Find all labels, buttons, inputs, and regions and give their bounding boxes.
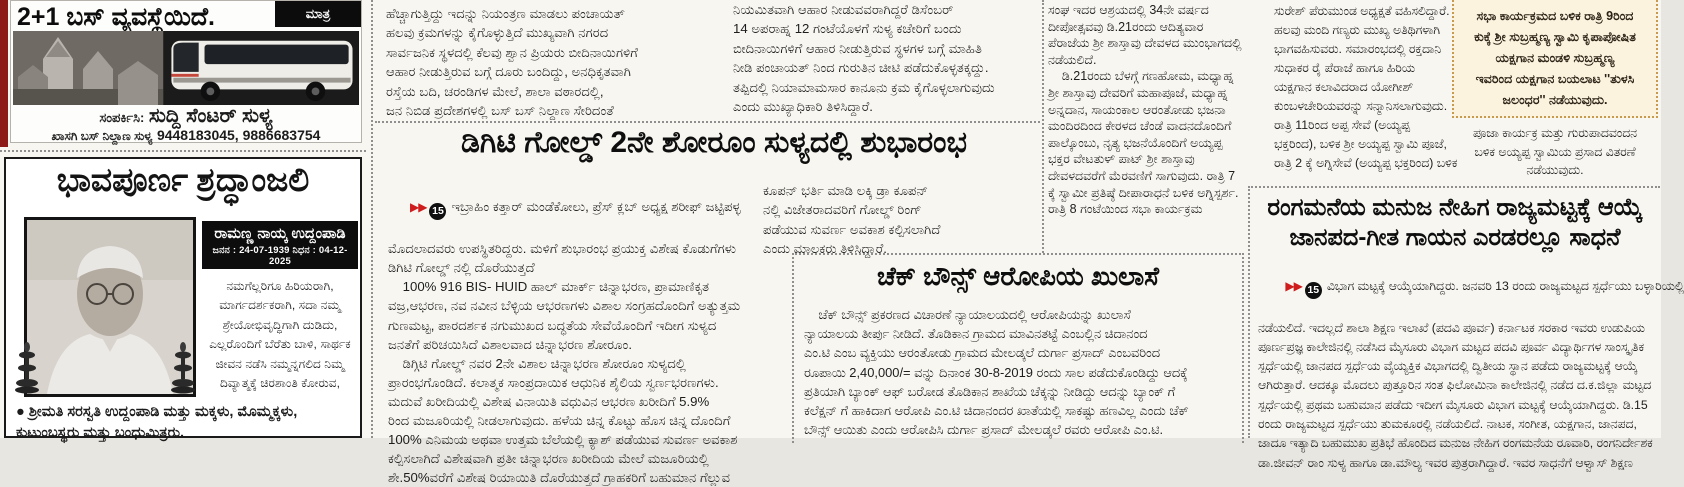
separator	[371, 0, 373, 438]
deceased-dates: ಜನನ : 24-07-1939 ನಿಧನ : 04-12-2025	[212, 245, 348, 267]
obituary-title: ಭಾವಪೂರ್ಣ ಶ್ರದ್ಧಾಂಜಲಿ	[56, 163, 310, 199]
deceased-nameplate	[202, 221, 358, 269]
digiti-gold-headline: ಡಿಗಿಟಿ ಗೋಲ್ಡ್ 2ನೇ ಶೋರೂಂ ಸುಳ್ಯದಲ್ಲಿ ಶುಭಾರಂಭ	[461, 126, 967, 159]
article-temple-festival-col2: ಸುರೇಶ್ ಪೆರುಮುಂಡ ಅಧ್ಯಕ್ಷತೆ ವಹಿಸಲಿದ್ದಾರೆ. ಹಲವು ಮಂದಿ ಗಣ್ಯರು ಮುಖ್ಯ ಅತಿಥಿಗಳಾಗಿ ಭಾಗವಹಿಸುವರು. ಸಮಾರಂಭದಲ್ಲಿ ರಕ್ತದಾನಿ ಸುಧಾಕರ ರೈ ಪೆರಾಜೆ ಹಾಗೂ ಹಿರಿಯ ಯಕ್ಷಗಾನ ಕಲಾವಿದರಾದ ಯೋಗೀಶ್ ಕುಂಬಳಚೇರಿಯವರನ್ನು ಸನ್ಮಾನಿಸಲಾಗುವುದು. ರಾತ್ರಿ 11ರಿಂದ ಅಪ್ಪ ಸೇವೆ (ಅಯ್ಯಪ್ಪ ಭಕ್ತರಿಂದ), ಬಳಿಕ ಶ್ರೀ ಅಯ್ಯಪ್ಪ ಸ್ವಾಮಿ ಪೂಜೆ, ರಾತ್ರಿ 2 ಕ್ಕೆ ಅಗ್ನಿಸೇವೆ (ಅಯ್ಯಪ್ಪ ಭಕ್ತರಿಂದ) ಬಳಿಕ	[1274, 4, 1458, 170]
rangamane-headline-line2: ಜಾನಪದ-ಗೀತ ಗಾಯನ ಎರಡರಲ್ಲೂ ಸಾಧನೆ	[1289, 224, 1621, 251]
oil-lamp-icon	[14, 341, 40, 395]
ad-address: ಖಾಸಗಿ ಬಸ್ ನಿಲ್ದಾಣ ಸುಳ್ಯ	[51, 129, 153, 143]
ad-red-stripe	[0, 0, 8, 147]
tribute-text: ನಮಗೆಲ್ಲರಿಗೂ ಹಿರಿಯರಾಗಿ, ಮಾರ್ಗದರ್ಶಕರಾಗಿ, ಸದಾ ನಮ್ಮ ಶ್ರೇಯೋಭಿವೃದ್ಧಿಗಾಗಿ ದುಡಿದು, ಎಲ್ಲರೊಂದಿಗೆ ಬೆರೆತು ಬಾಳಿ, ಸಾರ್ಥಕ ಜೀವನ ನಡೆಸಿ ನಮ್ಮನ್ನಗಲಿದ ನಿಮ್ಮ ದಿವ್ಯಾತ್ಮಕ್ಕೆ ಚಿರಶಾಂತಿ ಕೋರುವ,	[209, 279, 351, 391]
separator	[375, 121, 1040, 123]
ad-contact-name: ಸುದ್ದಿ ಸೆಂಟರ್ ಸುಳ್ಯ	[148, 105, 273, 127]
story-ref-badge: 15	[429, 203, 446, 220]
article-digiti-gold-col2: ಕೂಪನ್ ಭರ್ತಿ ಮಾಡಿ ಲಕ್ಕಿ ಡ್ರಾ ಕೂಪನ್ ನಲ್ಲಿ ವಿಜೇತರಾದವರಿಗೆ ಗೋಲ್ಡ್ ರಿಂಗ್ ಪಡೆಯುವ ಸುವರ್ಣ ಅವಕಾಶ ಕಲ್ಪಿಸಲಾಗಿದೆ ಎಂದು ಮಾಲಕರು ತಿಳಿಸಿದ್ದಾರೆ.	[763, 183, 941, 257]
cheque-bounce-body: ಚೆಕ್ ಬೌನ್ಸ್ ಪ್ರಕರಣದ ವಿಚಾರಣೆ ನ್ಯಾಯಾಲಯದಲ್ಲಿ ಆರೋಪಿಯನ್ನು ಖುಲಾಸೆ ನ್ಯಾಯಾಲಯ ತೀರ್ಪು ನೀಡಿದೆ. ತೊಡಿಕಾನ ಗ್ರಾಮದ ಮಾವಿನತಟ್ಟೆ ಎಂಬಲ್ಲಿನ ಚಿದಾನಂದ ಎಂ.ಟಿ ಎಂಬ ವ್ಯಕ್ತಿಯು ಆರಂತೋಡು ಗ್ರಾಮದ ಮೇಲಡ್ಕಲೆ ದುರ್ಗಾ ಪ್ರಸಾದ್ ಎಂಬವರಿಂದ ರೂಪಾಯಿ 2,40,000/= ವನ್ನು ದಿನಾಂಕ 30-8-2019 ರಂದು ಸಾಲ ಪಡೆದುಕೊಂಡಿದ್ದು ಆದಕ್ಕೆ ಪ್ರತಿಯಾಗಿ ಬ್ಯಾಂಕ್ ಆಫ್ ಬರೋಡ ತೊಡಿಕಾನ ಶಾಖೆಯ ಚೆಕ್ಕನ್ನು ನೀಡಿದ್ದು ಆದನ್ನು ಬ್ಯಾಂಕ್ ಗೆ ಕಲೆಕ್ಷನ್ ಗೆ ಹಾಕಿದಾಗ ಆರೋಪಿ ಎಂ.ಟಿ ಚಿದಾನಂದರ ಖಾತೆಯಲ್ಲಿ ಸಾಕಷ್ಟು ಹಣವಿಲ್ಲ ಎಂದು ಚೆಕ್ ಬೌನ್ಸ್ ಆಯಿತು ಎಂದು ಆರೋಪಿಸಿ ದುರ್ಗಾ ಪ್ರಸಾದ್ ಮೇಲಡ್ಕಲೆ ರವರು ಆರೋಪಿ ಎಂ.ಟಿ.	[804, 307, 1189, 438]
red-arrows-icon: ▶▶	[409, 200, 427, 215]
ad-address-line	[11, 127, 361, 145]
bus-photo	[163, 31, 359, 105]
rangamane-lines: ನಡೆಯಲಿದೆ. ಇದಲ್ಲದೆ ಶಾಲಾ ಶಿಕ್ಷಣ ಇಲಾಖೆ (ಪದವಿ ಪೂರ್ವ) ಕರ್ನಾಟಕ ಸರಕಾರ ಇವರು ಉಡುಪಿಯ ಪೂರ್ಣಪ್ರಜ್ಞ ಕಾಲೇಜಿನಲ್ಲಿ ನಡೆಸಿದ ಮೈಸೂರು ವಿಭಾಗ ಮಟ್ಟದ ಪದವಿ ಪೂರ್ವ ವಿದ್ಯಾರ್ಥಿಗಳ ಸಾಂಸ್ಕೃತಿಕ ಸ್ಪರ್ಧೆಯಲ್ಲಿ ಜಾನಪದ ಸ್ಪರ್ಧೆಯ ವೈಯ್ಯಕ್ತಿಕ ವಿಭಾಗದಲ್ಲಿ ದ್ವಿತೀಯ ಸ್ಥಾನ ಪಡೆದು ರಾಜ್ಯಮಟ್ಟಕ್ಕೆ ಆಯ್ಕೆ ಆಗಿರುತ್ತಾರೆ. ಆದಕ್ಕೂ ಮೊದಲು ಪುತ್ತೂರಿನ ಸಂತ ಫಿಲೋಮಿನಾ ಕಾಲೇಜಿನಲ್ಲಿ ನಡೆದ ದ.ಕ.ಜಿಲ್ಲಾ ಮಟ್ಟದ ಸ್ಪರ್ಧೆಯಲ್ಲಿ ಪ್ರಥಮ ಬಹುಮಾನ ಪಡೆದು ಇದೀಗ ಮೈಸೂರು ವಿಭಾಗ ಮಟ್ಟಕ್ಕೆ ಆಯ್ಕೆಯಾಗಿದ್ದರು. ಡಿ.15 ರಂದು ರಾಜ್ಯಮಟ್ಟದ ಸ್ಪರ್ಧೆಯು ತುಮಕೂರಲ್ಲಿ ನಡೆಯಲಿದೆ. ನಾಟಕ, ಸಂಗೀತ, ಯಕ್ಷಗಾನ, ಜಾನಪದ, ಜಾದೂ ಇತ್ಯಾದಿ ಬಹುಮುಖ ಪ್ರತಿಭೆ ಹೊಂದಿದ ಮನುಜ ನೇಹಿಗ ರಂಗಮನೆಯ ರೂವಾರಿ, ರಂಗನಿರ್ದೇಶಕ ಡಾ.ಜೀವನ್ ರಾಂ ಸುಳ್ಯ ಹಾಗೂ ಡಾ.ಮೌಲ್ಯ ಇವರ ಪುತ್ರರಾಗಿದ್ದಾರೆ. ಇವರ ಸಾಧನೆಗೆ ಆಳ್ವಾಸ್ ಶಿಕ್ಷಣ	[1258, 320, 1653, 470]
ad-corner-label: ಮಾತ್ರ	[275, 1, 361, 27]
story-ref-badge: 15	[1305, 282, 1322, 299]
bus-ad	[10, 0, 362, 143]
yakshagana-box-text: ಸಭಾ ಕಾರ್ಯಕ್ರಮದ ಬಳಿಕ ರಾತ್ರಿ 9ರಿಂದ ಕುಕ್ಕೆ ಶ್ರೀ ಸುಬ್ರಹ್ಮಣ್ಯ ಸ್ವಾಮಿ ಕೃಪಾಪೋಷಿತ ಯಕ್ಷಗಾನ ಮಂಡಳಿ ಸುಬ್ರಹ್ಮಣ್ಯ ಇವರಿಂದ ಯಕ್ಷಗಾನ ಬಯಲಾಟ ''ತುಳಸಿ ಜಲಂಧರ'' ನಡೆಯುವುದು.	[1474, 9, 1636, 107]
ad-headline: 2+1 ಬಸ್ ವ್ಯವಸ್ಥೆಯಿದೆ.	[17, 3, 215, 31]
article-stray-dogs-col1: ಹೆಚ್ಚಾಗುತ್ತಿದ್ದು ಇದನ್ನು ನಿಯಂತ್ರಣ ಮಾಡಲು ಪಂಚಾಯತ್ ಹಲವು ಕ್ರಮಗಳನ್ನು ಕೈಗೊಳ್ಳುತ್ತಿದೆ ಮುಖ್ಯವಾಗಿ ನಗರದ ಸಾರ್ವಜನಿಕ ಸ್ಥಳದಲ್ಲಿ ಕೆಲವು ಶ್ವಾನ ಪ್ರಿಯರು ಬೀದಿನಾಯಿಗಳಿಗೆ ಆಹಾರ ನೀಡುತ್ತಿರುವ ಬಗ್ಗೆ ದೂರು ಬಂದಿದ್ದು, ಅನಧಿಕೃತವಾಗಿ ರಸ್ತೆಯ ಬದಿ, ಚರಂಡಿಗಳ ಮೇಲೆ, ಶಾಲಾ ವಠಾರದಲ್ಲಿ, ಜನ ನಿಬಿಡ ಪ್ರದೇಶಗಳಲ್ಲಿ ಬಸ್ ಬಸ್ ನಿಲ್ದಾಣ ಸೇರಿದಂತೆ	[386, 6, 638, 119]
obituary-card	[4, 157, 362, 441]
digiti-gold-lead: ಇಬ್ರಾಹಿಂ ಕತ್ತಾರ್ ಮಂಡೆಕೋಲು, ಪ್ರೆಸ್ ಕ್ಲಬ್ ಅಧ್ಯಕ್ಷ ಶರೀಫ್ ಜಟ್ಟಿಪಳ್ಳ	[451, 199, 741, 215]
cheque-bounce-headline: ಚೆಕ್ ಬೌನ್ಸ್ ಆರೋಪಿಯ ಖುಲಾಸೆ	[876, 261, 1159, 291]
ad-contact-prefix: ಸಂಪರ್ಕಿಸಿ:	[99, 110, 145, 125]
ad-contact-line	[11, 105, 361, 128]
separator	[1042, 0, 1044, 253]
temple-festival-prasada-text: ಪೂಜಾ ಕಾರ್ಯಕ್ರ ಮತ್ತು ಗುರುಪಾದವಂದನ ಬಳಿಕ ಅಯ್ಯಪ್ಪ ಸ್ವಾಮಿಯ ಪ್ರಸಾದ ವಿತರಣೆ ನಡೆಯುವುದು.	[1473, 126, 1637, 177]
red-arrows-icon: ▶▶	[1285, 279, 1302, 294]
yakshagana-highlight-box	[1452, 0, 1658, 118]
article-rangamane	[1248, 186, 1684, 470]
digiti-gold-body: ಮೊದಲಾದವರು ಉಪಸ್ಥಿತರಿದ್ದರು. ಮಳಿಗೆ ಶುಭಾರಂಭ ಪ್ರಯುಕ್ತ ವಿಶೇಷ ಕೊಡುಗೆಗಳು ಡಿಗಿಟಿ ಗೋಲ್ಡ್ ನಲ್ಲಿ ದೊರೆಯುತ್ತದೆ 100% 916 BIS- HUID ಹಾಲ್ ಮಾರ್ಕ್ ಚಿನ್ನಾಭರಣ, ಪ್ರಾಮಾಣಿಕೃತ ವಜ್ರ,ಆಭರಣ, ನವ ನವೀನ ಬೆಳ್ಳಿಯ ಆಭರಣಗಳು ವಿಶಾಲ ಸಂಗ್ರಹದೊಂದಿಗೆ ಅತ್ಯುತ್ತಮ ಗುಣಮಟ್ಟ, ಪಾರದರ್ಶಕ ನಗುಮುಖದ ಬದ್ಧತೆಯ ಸೇವೆಯೊಂದಿಗೆ ಇದೀಗ ಸುಳ್ಯದ ಜನತೆಗೆ ಪರಿಚಯಿಸಿದೆ ವಿಶಾಲವಾದ ಚಿನ್ನಾಭರಣ ಶೋರೂಂ. ಡಿಗ್ಗಿಟಿ ಗೋಲ್ಡ್ ನವರ 2ನೇ ವಿಶಾಲ ಚಿನ್ನಾಭರಣ ಶೋರೂಂ ಸುಳ್ಯದಲ್ಲಿ ಪ್ರಾರಂಭಗೊಂಡಿದೆ. ಕಲಾತ್ಮಕ ಸಾಂಪ್ರದಾಯಿಕ ಆಧುನಿಕ ಶೈಲಿಯ ಸ್ವರ್ಣಭರಣಗಳು. ಮದುವೆ ಖರೀದಿಯಲ್ಲಿ ವಿಶೇಷ ವಿನಾಯಿತಿ ವಧುವಿನ ಆಭರಣ ಖರೀದಿಗೆ 5.9% ರಿಂದ ಮಜೂರಿಯಲ್ಲಿ ನೀಡಲಾಗುವುದು. ಹಳೆಯ ಚಿನ್ನ ಕೊಟ್ಟು ಹೊಸ ಚಿನ್ನ ದೊಂದಿಗೆ 100% ಎನಿಮಯ ಅಥವಾ ಉತ್ತಮ ಬೆಲೆಯಲ್ಲಿ ಕ್ಯಾಶ್ ಪಡೆಯುವ ಸುವರ್ಣ ಅವಕಾಶ ಕಲ್ಪಿಸಲಾಗಿದೆ ವಿಶೇಷವಾಗಿ ಪ್ರತೀ ಚಿನ್ನಾಭರಣ ಖರೀದಿಯ ಮೇಲೆ ಮಜೂರಿಯಲ್ಲಿ ಶೇ.50%ವರೆಗೆ ವಿಶೇಷ ರಿಯಾಯಿತಿ ದೊರೆಯುತ್ತದೆ ಗ್ರಾಹಕರಿಗೆ ಬಹುಮಾನ ಗೆಲ್ಲುವ	[388, 241, 741, 486]
rangamane-headline-line1: ರಂಗಮನೆಯ ಮನುಜ ನೇಹಿಗ ರಾಜ್ಯಮಟ್ಟಕ್ಕೆ ಆಯ್ಕೆ	[1267, 194, 1643, 221]
rangamane-body	[1258, 258, 1684, 473]
article-stray-dogs-col2: ನಿಯಮಿತವಾಗಿ ಆಹಾರ ನೀಡುವವರಾಗಿದ್ದರೆ ಡಿಸೆಂಬರ್ 14 ಅಪರಾಹ್ನ 12 ಗಂಟೆಯೊಳಗೆ ಸುಳ್ಯ ಕಚೇರಿಗೆ ಬಂದು ಬೀದಿನಾಯಿಗಳಿಗೆ ಆಹಾರ ನೀಡುತ್ತಿರುವ ಸ್ಥಳಗಳ ಬಗ್ಗೆ ಮಾಹಿತಿ ನೀಡಿ ಪಂಚಾಯತ್ ನಿಂದ ಗುರುತಿನ ಚೀಟಿ ಪಡೆದುಕೊಳ್ಳತಕ್ಕದ್ದು. ತಪ್ಪಿದಲ್ಲಿ ನಿಯಾಮಾಮಸಾರ ಕಾನೂನು ಕ್ರಮ ಕೈಗೊಳ್ಳಲಾಗುವುದು ಎಂದು ಮುಖ್ಯಾಧಿಕಾರಿ ತಿಳಿಸಿದ್ದಾರೆ.	[733, 2, 995, 115]
ad-photo-band	[13, 31, 359, 105]
rangamane-lead: ವಿಭಾಗ ಮಟ್ಟಕ್ಕೆ ಆಯ್ಕೆಯಾಗಿದ್ದರು. ಜನವರಿ 13 ರಂದು ರಾಜ್ಯಮಟ್ಟದ ಸ್ಪರ್ಧೆಯು ಬಳ್ಳಾರಿಯಲ್ಲಿ	[1326, 279, 1684, 294]
article-cheque-bounce	[792, 253, 1244, 443]
deceased-name: ರಾಮಣ್ಣ ನಾಯ್ಕ ಉದ್ದಂಪಾಡಿ	[214, 226, 346, 242]
temple-photo	[13, 31, 163, 105]
article-temple-festival-col1: ಸಂಘ ಇದರ ಆಶ್ರಯದಲ್ಲಿ 34ನೇ ವರ್ಷದ ದೀಪೋತ್ಸವವು ಡಿ.21ರಂದು ಆದಿತ್ಯವಾರ ಪೆರಾಜೆಯ ಶ್ರೀ ಶಾಸ್ತಾವು ದೇವಳದ ಮುಂಭಾಗದಲ್ಲಿ ನಡೆಯಲಿದೆ. ಡಿ.21ರಂದು ಬೆಳಗ್ಗೆ ಗಣಹೋಮ, ಮಧ್ಯಾಹ್ನ ಶ್ರೀ ಶಾಸ್ತಾವು ದೇವರಿಗೆ ಮಹಾಪೂಜೆ, ಮಧ್ಯಾಹ್ನ ಅನ್ನದಾನ, ಸಾಯಂಕಾಲ ಆರಂತೋಡು ಭಜನಾ ಮಂದಿರದಿಂದ ಕೇರಳದ ಚೆಂಡೆ ವಾದನದೊಂದಿಗೆ ಪಾಲ್ಕೊಂಬು, ನೃತ್ಯ ಭಜನೆಯೊಂದಿಗೆ ಅಯ್ಯಪ್ಪ ಭಕ್ತರ ವೇಟತುಳ್ ಪಾಟ್ ಶ್ರೀ ಶಾಸ್ತಾವು ದೇವಳದವರೆಗೆ ಮೆರವಣಿಗೆ ಸಾಗುವುದು. ರಾತ್ರಿ 7 ಕ್ಕೆ ಸ್ವಾಮೀ ಪ್ರತಿಷ್ಠೆ ದೀಪಾರಾಧನೆ ಬಳಿಕ ಅಗ್ನಿಸ್ಪರ್ಶ. ರಾತ್ರಿ 8 ಗಂಟೆಯಿಂದ ಸಭಾ ಕಾರ್ಯಕ್ರಮ	[1048, 3, 1242, 217]
ad-phone-numbers: 9448183045, 9886683754	[156, 127, 321, 143]
separator	[0, 150, 366, 152]
family-signature: ● ಶ್ರೀಮತಿ ಸರಸ್ವತಿ ಉದ್ದಂಪಾಡಿ ಮತ್ತು ಮಕ್ಕಳು, ಮೊಮ್ಮಕ್ಕಳು, ಕುಟುಂಬಸ್ಥರು ಮತ್ತು ಬಂಧುಮಿತ್ರರು.	[16, 404, 298, 441]
oil-lamp-icon	[170, 341, 196, 395]
article-digiti-gold-col1	[388, 178, 772, 487]
